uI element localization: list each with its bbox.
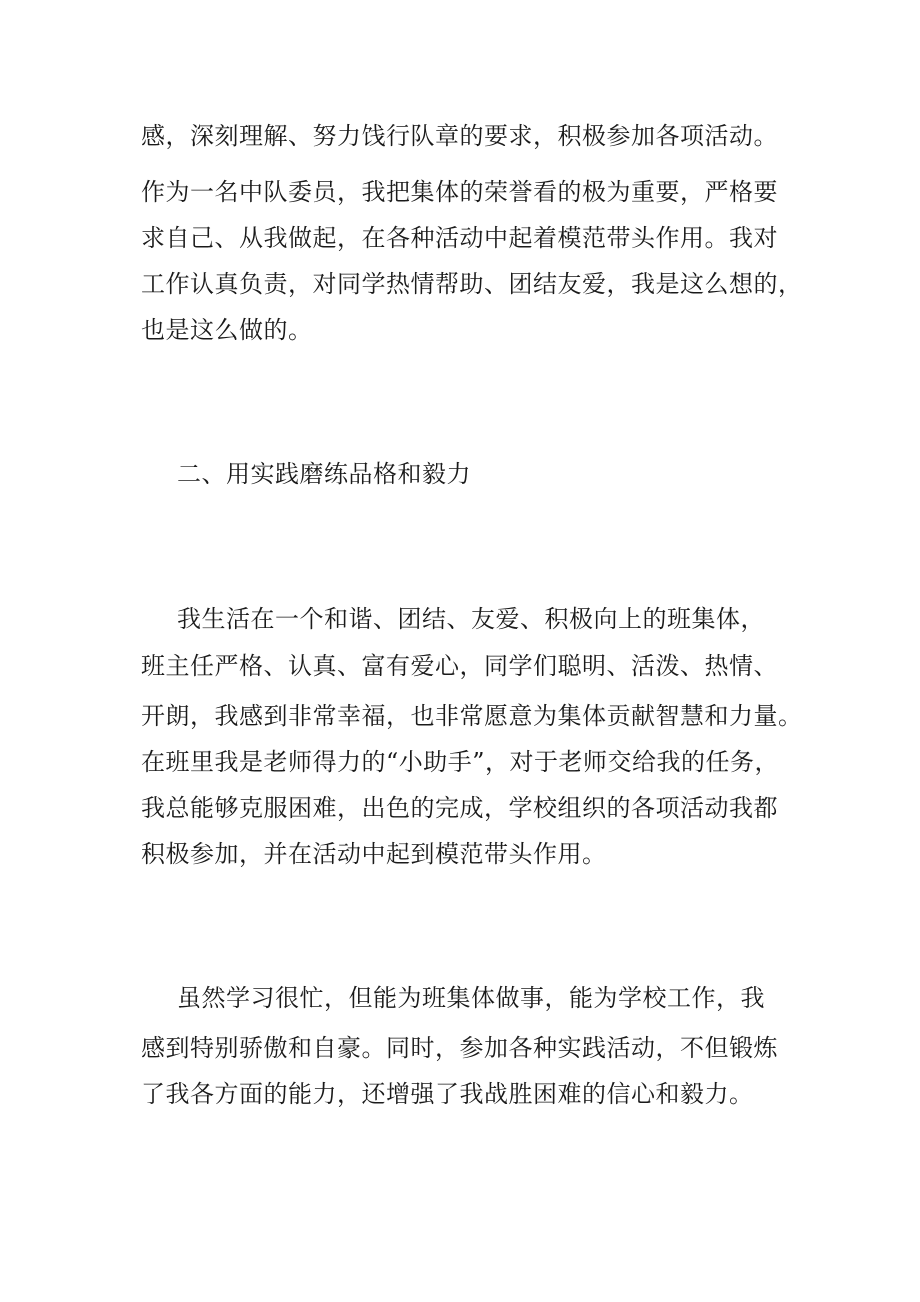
paragraph-line: 作为一名中队委员，我把集体的荣誉看的极为重要，严格要 <box>141 178 778 206</box>
paragraph-line: 感到特别骄傲和自豪。同时，参加各种实践活动，不但锻炼 <box>141 1034 778 1062</box>
paragraph-line: 也是这么做的。 <box>141 316 313 344</box>
section-heading: 二、用实践磨练品格和毅力 <box>177 460 471 488</box>
paragraph-line: 虽然学习很忙，但能为班集体做事，能为学校工作，我 <box>177 984 765 1012</box>
paragraph-line: 开朗，我感到非常幸福，也非常愿意为集体贡献智慧和力量。 <box>141 702 803 730</box>
paragraph-line: 求自己、从我做起，在各种活动中起着模范带头作用。我对 <box>141 224 778 252</box>
paragraph-line: 我生活在一个和谐、团结、友爱、积极向上的班集体， <box>177 605 765 633</box>
paragraph-line: 我总能够克服困难，出色的完成，学校组织的各项活动我都 <box>141 794 778 822</box>
paragraph-line: 班主任严格、认真、富有爱心，同学们聪明、活泼、热情、 <box>141 652 778 680</box>
paragraph-line: 积极参加，并在活动中起到模范带头作用。 <box>141 840 607 868</box>
paragraph-line: 在班里我是老师得力的“小助手”，对于老师交给我的任务， <box>141 748 780 776</box>
paragraph-line: 工作认真负责，对同学热情帮助、团结友爱，我是这么想的， <box>141 270 803 298</box>
paragraph-line: 感，深刻理解、努力饯行队章的要求，积极参加各项活动。 <box>141 122 778 150</box>
paragraph-line: 了我各方面的能力，还增强了我战胜困难的信心和毅力。 <box>141 1080 754 1108</box>
